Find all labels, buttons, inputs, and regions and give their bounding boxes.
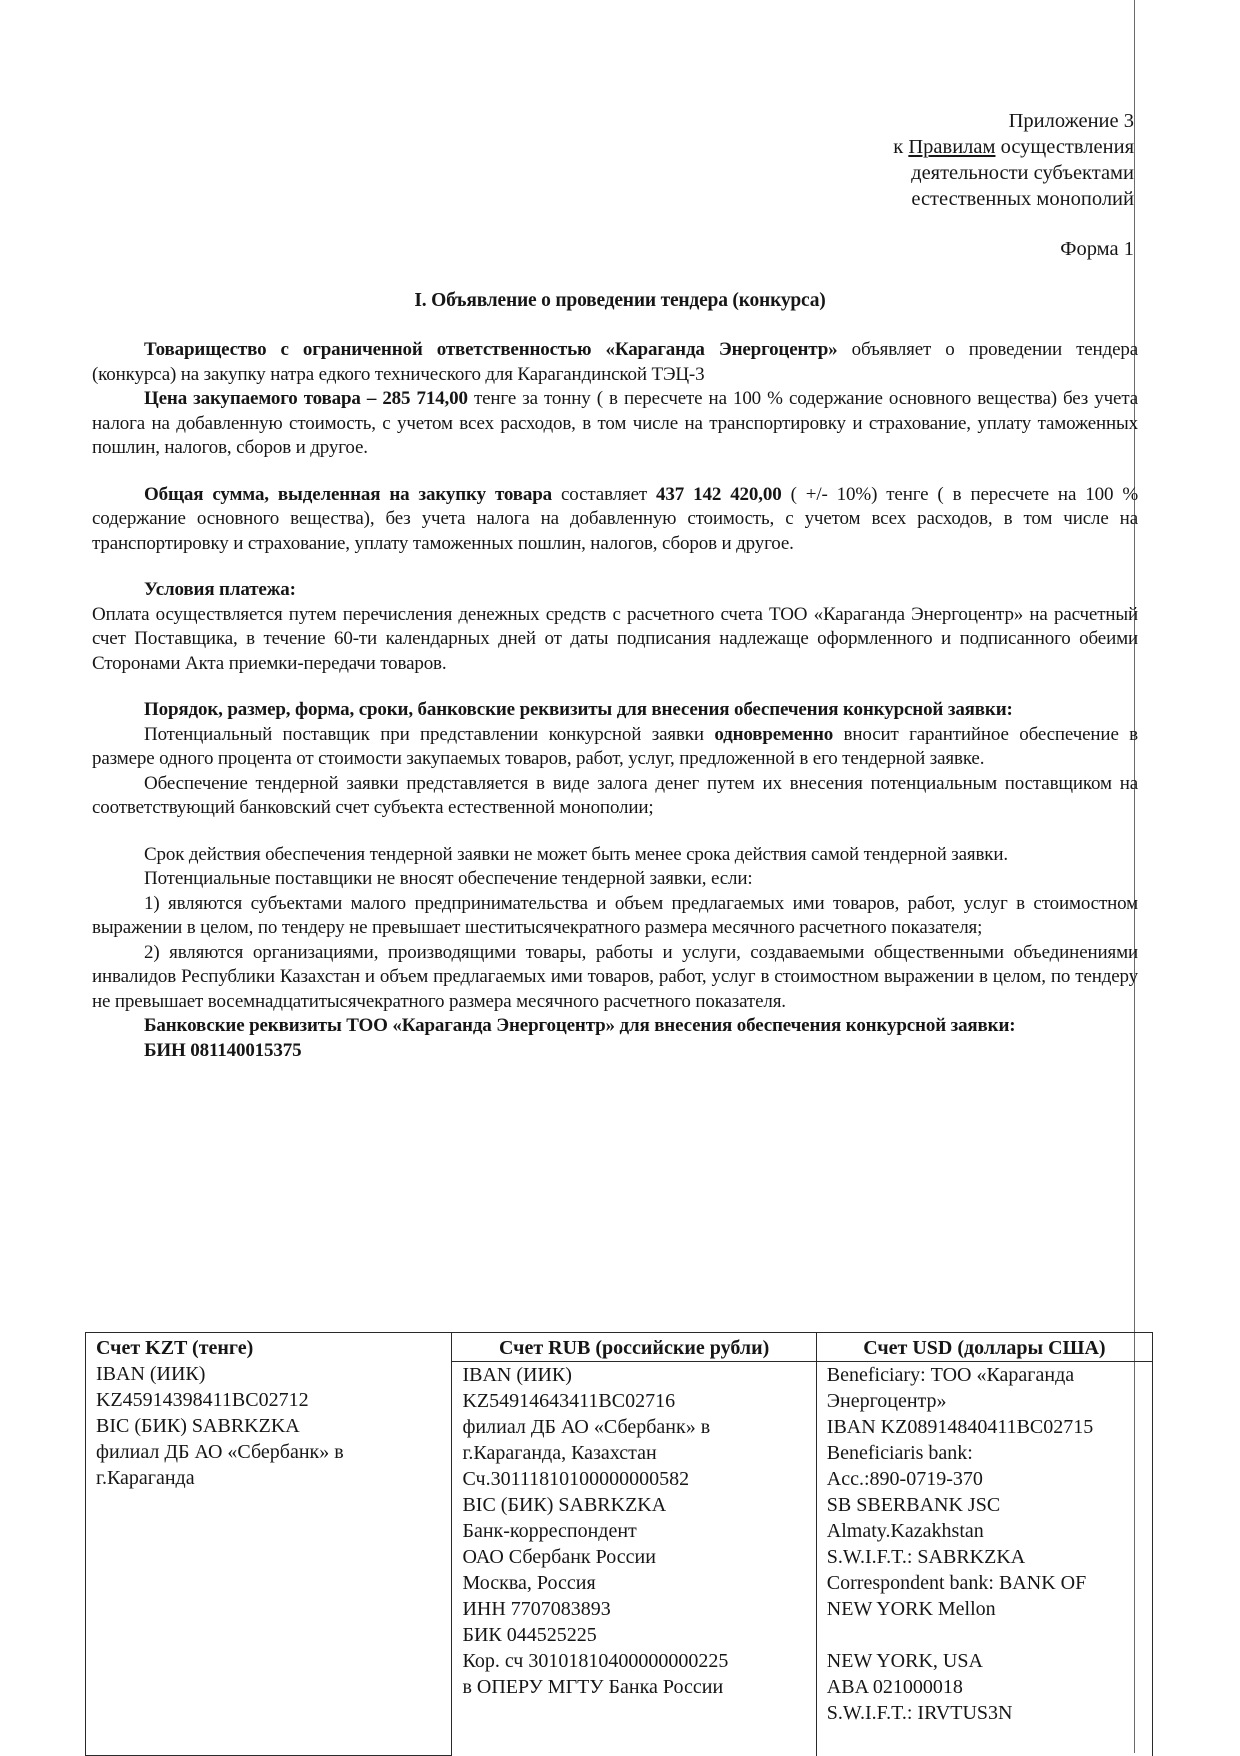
form-number: Форма 1 <box>1060 238 1134 260</box>
document-body <box>92 338 1138 1063</box>
intro-paragraph: Товарищество с ограниченной ответственностью «Караганда Энергоцентр» объявляет о проведении тендера (конкурса) на закупку натра едкого технического для Карагандинской ТЭЦ-3 <box>92 339 1138 385</box>
bank-accounts-table <box>85 1332 1153 1756</box>
rub-account-cell: Счет RUB (российские рубли) IBAN (ИИК) KZ54914643411BC02716 филиал ДБ АО «Сбербанк» в г.Караганда, Казахстан Сч.30111810100000000582 BIC (БИК) SABRKZKA Банк-корреспондент ОАО Сбербанк России Москва, Россия ИНН 7707083893 БИК 044525225 Кор. сч 30101810400000000225 в ОПЕРУ МГТУ Банка России <box>452 1333 816 1756</box>
appendix-number: Приложение 3 <box>1008 110 1134 132</box>
rules-link[interactable]: Правилам <box>908 136 996 158</box>
rub-header: Счет RUB (российские рубли) <box>452 1335 815 1362</box>
exemption-item-1: 1) являются субъектами малого предпринимательства и объем предлагаемых ими товаров, работ, услуг в стоимостном выражении в целом, по тендеру не превышает шеститысячекратного размера месячного расчетного показателя; <box>92 892 1138 938</box>
security-heading: Порядок, размер, форма, сроки, банковские реквизиты для внесения обеспечения конкурсной заявки: <box>144 699 1013 720</box>
total-amount: 437 142 420,00 <box>656 483 782 505</box>
company-name: Товарищество с ограниченной ответственностью «Караганда Энергоцентр» <box>144 339 838 360</box>
table-row <box>86 1333 1153 1756</box>
payment-paragraph: Оплата осуществляется путем перечисления денежных средств с расчетного счета ТОО «Караганда Энергоцентр» на расчетный счет Поставщика, в течение 60-ти календарных дней от даты подписания надлежаще оформленного и подписанного обеими Сторонами Акта приемки-передачи товаров. <box>92 603 1138 674</box>
appendix-line-4: естественных монополий <box>911 188 1134 210</box>
total-paragraph: Общая сумма, выделенная на закупку товара составляет 437 142 420,00 ( +/- 10%) тенге ( в пересчете на 100 % содержание основного вещества), без учета налога на добавленную стоимость, с учетом всех расходов, в том числе на транспортировку и страхование, уплату таможенных пошлин, налогов, сборов и другое. <box>92 483 1139 554</box>
usd-account-cell: Счет USD (доллары США) Beneficiary: ТОО «Караганда Энергоцентр» IBAN KZ08914840411BC02715 Beneficiaris bank: Acc.:890-0719-370 SB SBERBANK JSC Almaty.Kazakhstan S.W.I.F.T.: SABRKZKA Correspondent bank: BANK OF NEW YORK Mellon NEW YORK, USA ABA 021000018 S.W.I.F.T.: IRVTUS3N <box>816 1333 1152 1756</box>
kzt-header: Счет KZT (тенге) <box>96 1337 254 1359</box>
security-paragraph-3: Срок действия обеспечения тендерной заявки не может быть менее срока действия самой тендерной заявки. <box>144 843 1008 865</box>
security-paragraph-2: Обеспечение тендерной заявки представляется в виде залога денег путем их внесения потенциальным поставщиком на соответствующий банковский счет субъекта естественной монополии; <box>92 772 1138 818</box>
payment-heading: Условия платежа: <box>144 579 296 600</box>
document-title: I. Объявление о проведении тендера (конкурса) <box>414 290 826 311</box>
security-paragraph-1: Потенциальный поставщик при представлении конкурсной заявки одновременно вносит гарантийное обеспечение в размере одного процента от стоимости закупаемых товаров, работ, услуг, предложенной в его тендерной заявке. <box>92 723 1138 769</box>
bin-number: БИН 081140015375 <box>144 1039 302 1061</box>
bank-heading: Банковские реквизиты ТОО «Караганда Энергоцентр» для внесения обеспечения конкурсной заявки: <box>144 1015 1016 1036</box>
usd-header: Счет USD (доллары США) <box>817 1335 1152 1362</box>
appendix-line-3: деятельности субъектами <box>911 162 1134 184</box>
security-paragraph-4: Потенциальные поставщики не вносят обеспечение тендерной заявки, если: <box>144 868 753 889</box>
kzt-account-cell: Счет KZT (тенге) IBAN (ИИК) KZ45914398411BC02712 BIC (БИК) SABRKZKA филиал ДБ АО «Сбербанк» в г.Караганда <box>86 1333 452 1756</box>
exemption-item-2: 2) являются организациями, производящими товары, работы и услуги, создаваемыми общественными объединениями инвалидов Республики Казахстан и объем предлагаемых ими товаров, работ, услуг в стоимостном выражении в целом, по тендеру не превышает восемнадцатитысячекратного размера месячного расчетного показателя. <box>92 941 1138 1012</box>
truncated-line: S.W.I.F.T.: IRVTUS3N <box>826 1702 1013 1724</box>
price-label: Цена закупаемого товара – 285 714,00 <box>144 388 468 409</box>
appendix-header <box>893 108 1134 212</box>
price-paragraph: Цена закупаемого товара – 285 714,00 тенге за тонну ( в пересчете на 100 % содержание основного вещества) без учета налога на добавленную стоимость, с учетом всех расходов, в том числе на транспортировку и страхование, уплату таможенных пошлин, налогов, сборов и другое. <box>92 388 1138 458</box>
appendix-rules-line: к Правилам осуществления <box>893 136 1134 158</box>
total-label: Общая сумма, выделенная на закупку товара <box>144 483 552 505</box>
